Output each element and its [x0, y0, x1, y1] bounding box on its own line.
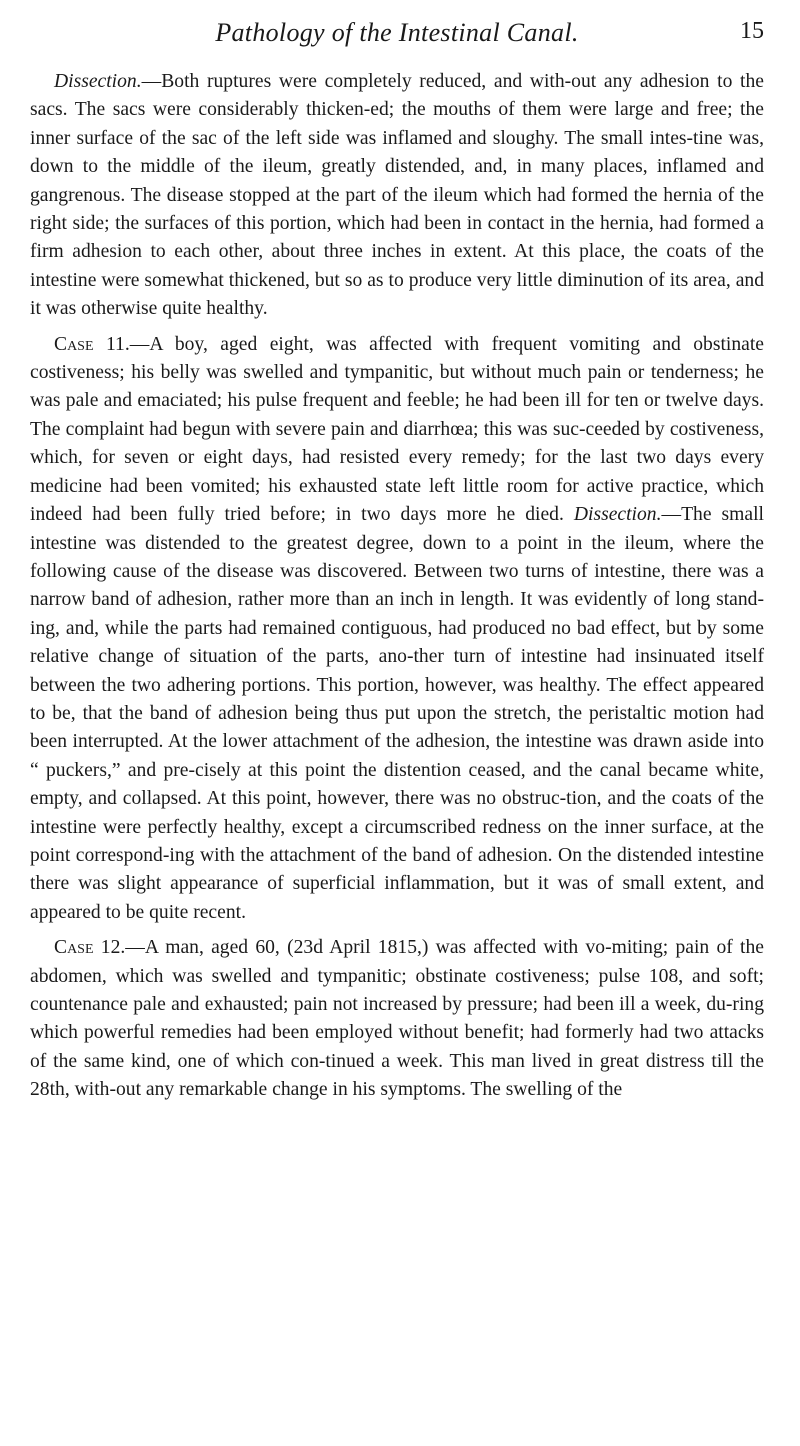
page-number: 15: [740, 18, 764, 44]
paragraph-text: —Both ruptures were completely reduced, and with-out any adhesion to the sacs. The sacs were considerably thicken-ed; the mouths of them were large and free; the inner surface of the sac of the left side was inflamed and sloughy. The small intes-tine was, down to the middle of the ileum, greatly distended, and, in many places, inflamed and gangrenous. The disease stopped at the part of the ileum which had formed the hernia of the right side; the surfaces of this portion, which had been in contact in the hernia, had formed a firm adhesion to each other, about three inches in extent. At this place, the coats of the intestine were somewhat thickened, but so as to produce very little diminution of its area, and it was otherwise quite healthy.: [30, 71, 764, 320]
paragraph-case-11: [30, 331, 764, 928]
dissection-heading: Dissection.: [54, 71, 142, 92]
paragraph-text: —A boy, aged eight, was affected with frequent vomiting and obstinate costiveness; his belly was swelled and tympanitic, but without much pain or tenderness; he was pale and emaciated; his pulse frequent and feeble; he had been ill for ten or twelve days. The complaint had begun with severe pain and diarrhœa; this was suc-ceeded by costiveness, which, for seven or eight days, had resisted every remedy; for the last two days every medicine had been vomited; his exhausted state left little room for active practice, which indeed had been fully tried before; in two days more he died.: [30, 333, 764, 526]
paragraph-dissection: [30, 68, 764, 324]
running-header: [30, 14, 764, 50]
body-text: [30, 68, 764, 1105]
paragraph-text: —The small intestine was distended to the greatest degree, down to a point in the ileum, where the following cause of the disease was discovered. Between two turns of intestine, there was a narrow band of adhesion, rather more than an inch in length. It was evidently of long stand-ing, and, while the parts had remained contiguous, had produced no bad effect, but by some relative change of situation of the parts, ano-ther turn of intestine had insinuated itself between the two adhering portions. This portion, however, was healthy. The effect appeared to be, that the band of adhesion being thus put upon the stretch, the peristaltic motion had been interrupted. At the lower attachment of the adhesion, the intestine was drawn aside into “ puckers,” and pre-cisely at this point the distention ceased, and the canal became white, empty, and collapsed. At this point, however, there was no obstruc-tion, and the coats of the intestine were perfectly healthy, except a circumscribed redness on the inner surface, at the point correspond-ing with the attachment of the band of adhesion. On the distended intestine there was slight appearance of superficial inflammation, but it was of small extent, and appeared to be quite recent.: [30, 504, 764, 923]
case-12-label: Case 12.: [54, 937, 126, 959]
case-11-label: Case 11.: [54, 333, 130, 355]
paragraph-case-12: [30, 934, 764, 1104]
running-title: Pathology of the Intestinal Canal.: [215, 18, 579, 47]
dissection-heading: Dissection.: [573, 504, 662, 526]
paragraph-text: —A man, aged 60, (23d April 1815,) was affected with vo-miting; pain of the abdomen, which was swelled and tympanitic; obstinate costiveness; pulse 108, and soft; countenance pale and exhausted; pain not increased by pressure; had been ill a week, du-ring which powerful remedies had been employed without benefit; had formerly had two attacks of the same kind, one of which con-tinued a week. This man lived in great distress till the 28th, with-out any remarkable change in his symptoms. The swelling of the: [30, 937, 764, 1101]
